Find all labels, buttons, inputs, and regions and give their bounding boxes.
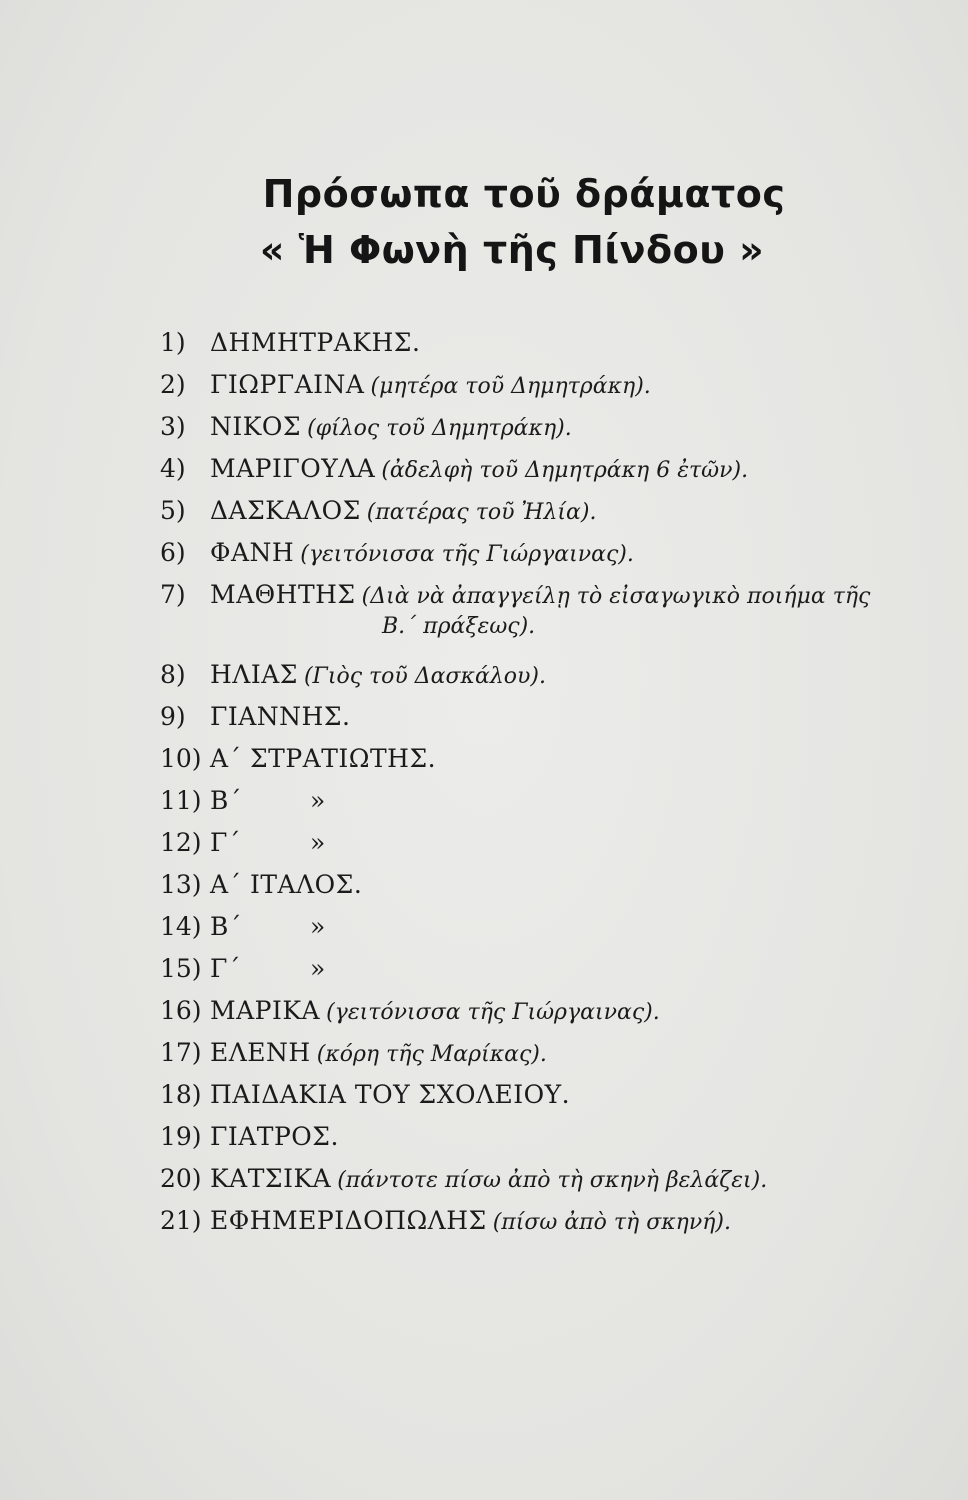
cast-item-21: [160, 1200, 870, 1242]
cast-item-12: [160, 822, 870, 864]
cast-note: (μητέρα τοῦ Δημητράκη).: [370, 374, 651, 399]
cast-number: 5): [160, 496, 186, 525]
cast-note-continued: Β.΄ πράξεως).: [382, 614, 536, 639]
cast-name: ΚΑΤΣΙΚΑ: [210, 1164, 332, 1193]
cast-number: 13): [160, 870, 202, 899]
ditto-mark: »: [310, 912, 326, 941]
cast-item-18: [160, 1074, 870, 1116]
cast-note: (πάντοτε πίσω ἀπὸ τὴ σκηνὴ βελάζει).: [337, 1168, 768, 1193]
cast-number: 9): [160, 702, 186, 731]
cast-name: ΜΑΘΗΤΗΣ: [210, 580, 356, 609]
cast-item-7: [160, 574, 870, 610]
cast-item-15: [160, 948, 870, 990]
cast-number: 10): [160, 744, 202, 773]
title-line-2: « Ἡ Φωνὴ τῆς Πίνδου »: [259, 228, 765, 272]
cast-note: (κόρη τῆς Μαρίκας).: [316, 1042, 547, 1067]
cast-number: 16): [160, 996, 202, 1025]
cast-number: 11): [160, 786, 202, 815]
cast-name: ΦΑΝΗ: [210, 538, 295, 567]
cast-number: 17): [160, 1038, 202, 1067]
cast-item-8: [160, 654, 870, 696]
cast-item-20: [160, 1158, 870, 1200]
cast-item-14: [160, 906, 870, 948]
cast-item-17: [160, 1032, 870, 1074]
cast-number: 12): [160, 828, 202, 857]
cast-note: (πατέρας τοῦ Ἠλία).: [366, 500, 597, 525]
cast-name: Α΄ ΙΤΑΛΟΣ.: [210, 870, 363, 899]
cast-name: ΝΙΚΟΣ: [210, 412, 302, 441]
cast-item-13: [160, 864, 870, 906]
cast-item-11: [160, 780, 870, 822]
cast-name: ΠΑΙΔΑΚΙΑ ΤΟΥ ΣΧΟΛΕΙΟΥ.: [210, 1080, 571, 1109]
cast-name: ΓΙΑΤΡΟΣ.: [210, 1122, 339, 1151]
cast-name: ΜΑΡΙΚΑ: [210, 996, 321, 1025]
cast-number: 18): [160, 1080, 202, 1109]
cast-name: ΕΛΕΝΗ: [210, 1038, 311, 1067]
cast-item-16: [160, 990, 870, 1032]
cast-name: ΓΙΑΝΝΗΣ.: [210, 702, 351, 731]
ditto-mark: »: [310, 786, 326, 815]
title-line-1: Πρόσωπα τοῦ δράματος: [262, 172, 786, 216]
cast-note: (γειτόνισσα τῆς Γιώργαινας).: [326, 1000, 660, 1025]
cast-number: 1): [160, 328, 186, 357]
cast-number: 20): [160, 1164, 202, 1193]
cast-note: (γειτόνισσα τῆς Γιώργαινας).: [300, 542, 634, 567]
cast-number: 15): [160, 954, 202, 983]
cast-name: Β΄: [210, 786, 242, 815]
cast-list: [160, 322, 870, 1242]
cast-number: 4): [160, 454, 186, 483]
cast-note: (Γιὸς τοῦ Δασκάλου).: [303, 664, 546, 689]
cast-number: 14): [160, 912, 202, 941]
cast-item-3: [160, 406, 870, 448]
cast-number: 19): [160, 1122, 202, 1151]
cast-number: 6): [160, 538, 186, 567]
cast-name: Γ΄: [210, 954, 241, 983]
cast-name: ΔΗΜΗΤΡΑΚΗΣ.: [210, 328, 421, 357]
cast-item-2: [160, 364, 870, 406]
cast-item-5: [160, 490, 870, 532]
cast-name: ΗΛΙΑΣ: [210, 660, 298, 689]
cast-note: (Διὰ νὰ ἀπαγγείλῃ τὸ εἰσαγωγικὸ ποιήμα τῆς: [361, 584, 871, 609]
cast-number: 21): [160, 1206, 202, 1235]
cast-number: 3): [160, 412, 186, 441]
cast-item-7-continuation: [160, 610, 870, 654]
cast-name: ΔΑΣΚΑΛΟΣ: [210, 496, 361, 525]
ditto-mark: »: [310, 828, 326, 857]
cast-number: 8): [160, 660, 186, 689]
cast-note: (ἀδελφὴ τοῦ Δημητράκη 6 ἐτῶν).: [381, 458, 749, 483]
cast-note: (φίλος τοῦ Δημητράκη).: [307, 416, 572, 441]
cast-name: Α΄ ΣΤΡΑΤΙΩΤΗΣ.: [210, 744, 437, 773]
cast-item-10: [160, 738, 870, 780]
cast-name: ΓΙΩΡΓΑΙΝΑ: [210, 370, 365, 399]
cast-item-4: [160, 448, 870, 490]
ditto-mark: »: [310, 954, 326, 983]
cast-note: (πίσω ἀπὸ τὴ σκηνή).: [492, 1210, 731, 1235]
cast-number: 2): [160, 370, 186, 399]
cast-item-1: [160, 322, 870, 364]
cast-name: ΜΑΡΙΓΟΥΛΑ: [210, 454, 376, 483]
cast-name: ΕΦΗΜΕΡΙΔΟΠΩΛΗΣ: [210, 1206, 487, 1235]
cast-number: 7): [160, 580, 186, 609]
cast-item-9: [160, 696, 870, 738]
cast-item-19: [160, 1116, 870, 1158]
cast-name: Γ΄: [210, 828, 241, 857]
cast-item-6: [160, 532, 870, 574]
cast-name: Β΄: [210, 912, 242, 941]
